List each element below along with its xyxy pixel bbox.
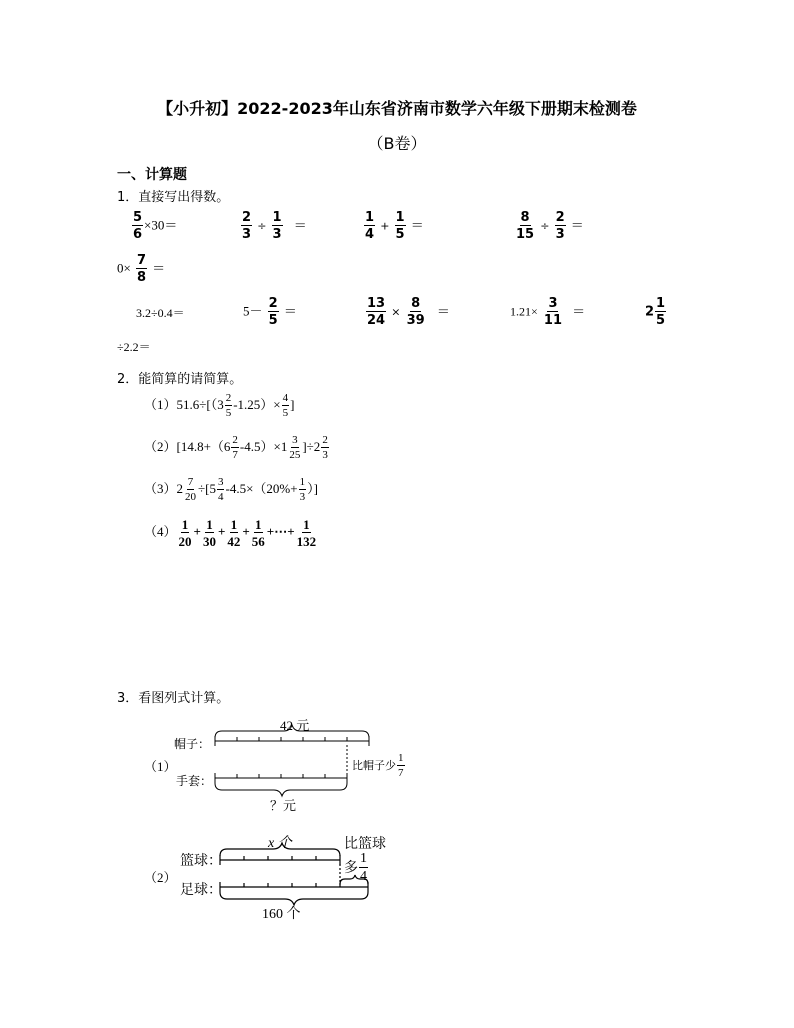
q1-item-d: $\frac{8}{15}$ ÷ $\frac{2}{3}$ ＝ <box>516 210 584 242</box>
q1-item-g: 5－ $\frac{2}{5}$ ＝ <box>243 296 297 328</box>
fig2-top-label: x 个 <box>268 836 292 851</box>
fig2-label: （2） <box>144 870 177 885</box>
fig2-row2-label: 足球： <box>180 882 222 898</box>
q2-problem-3: （3）2 $\frac{7}{20}$ ÷[5 $\frac{3}{4}$ -4.5×（20%+ $\frac{1}{3}$ ）] <box>144 476 318 503</box>
q1-item-i: 1.21× $\frac{3}{11}$ ＝ <box>510 296 586 328</box>
fig2-note-line2: 多 $\frac{1}{4}$ <box>344 851 367 884</box>
question-3-heading: 3．看图列式计算。 <box>117 691 230 706</box>
fig1-row2-label: 手套： <box>176 774 213 788</box>
fig2-row1-label: 篮球： <box>180 853 222 869</box>
fig1-total-label: 42 元 <box>280 718 310 733</box>
q1-item-b: $\frac{2}{3}$ ÷ $\frac{1}{3}$ ＝ <box>242 210 307 242</box>
question-2-heading: 2．能简算的请简算。 <box>117 372 243 387</box>
fig2-bottom-label: 160 个 <box>262 907 301 922</box>
q1-item-j-continued: ÷2.2＝ <box>117 340 151 354</box>
question-1-heading: 1．直接写出得数。 <box>117 190 230 205</box>
page-title: 【小升初】2022-2023年山东省济南市数学六年级下册期末检测卷 <box>157 99 637 118</box>
fig1-label: （1） <box>144 759 177 774</box>
section-heading: 一、计算题 <box>117 167 187 183</box>
fig1-row1-label: 帽子： <box>174 737 211 751</box>
fig1-note: 比帽子少 $\frac{1}{7}$ <box>352 752 404 779</box>
q2-problem-1: （1）51.6÷[（3 $\frac{2}{5}$ -1.25）× $\frac{4}{5}$ ] <box>144 392 295 419</box>
fig1-bottom-label: ？元 <box>270 798 297 813</box>
q1-item-h: $\frac{13}{24}$ × $\frac{8}{39}$ ＝ <box>367 296 450 328</box>
q1-item-a: $\frac{5}{6}$ ×30＝ <box>133 210 178 242</box>
q1-item-j: 2 $\frac{1}{5}$ <box>645 296 666 328</box>
fig2-note-line1: 比篮球 <box>344 836 386 852</box>
q2-problem-2: （2）[14.8+（6 $\frac{2}{7}$ -4.5）×1 $\frac{3}{25}$ ]÷2 $\frac{2}{3}$ <box>144 434 328 461</box>
q1-item-c: $\frac{1}{4}$ + $\frac{1}{5}$ ＝ <box>365 210 424 242</box>
q1-item-e: 0× $\frac{7}{8}$ ＝ <box>117 253 166 285</box>
q2-problem-4: （4） $\frac{1}{20}$ + $\frac{1}{30}$ + $\frac{1}{42}$ + $\frac{1}{56}$ +⋯+ $\frac{1}{132}$ <box>144 517 317 549</box>
page-subtitle: （B卷） <box>367 134 427 153</box>
q1-item-f: 3.2÷0.4＝ <box>136 306 185 320</box>
